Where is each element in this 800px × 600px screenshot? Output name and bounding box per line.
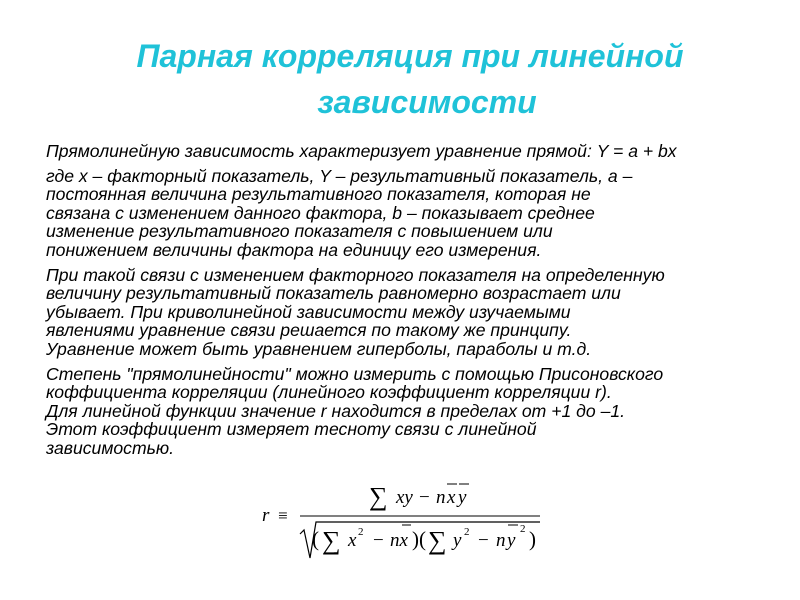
text-line: Этот коэффициент измеряет тесноту связи с линейной — [46, 419, 537, 440]
numerator-x-mean: x — [447, 487, 456, 508]
text-line: явлениями уравнение связи решается по такому же принципу. — [46, 320, 572, 341]
denominator-y: y — [453, 530, 462, 551]
text-line: понижением величины фактора на единицу его измерения. — [46, 239, 542, 260]
denominator-rparen-1: ) — [412, 527, 419, 551]
paragraph-definitions — [46, 167, 776, 260]
text-line: зависимостью. — [46, 437, 174, 458]
text-line: убывает. При криволинейной зависимости между изучаемыми — [46, 301, 571, 322]
denominator-y-mean-exponent: 2 — [520, 523, 526, 535]
denominator-y-exponent: 2 — [464, 526, 470, 538]
denominator-sum-sign-1: ∑ — [322, 526, 341, 555]
text-line: изменение результативного показателя с повышением или — [46, 221, 553, 242]
text-line: где x – факторный показатель, Y – результативный показатель, a – — [46, 165, 633, 186]
formula-lhs: r — [262, 505, 270, 526]
correlation-formula — [256, 474, 556, 564]
body-text — [46, 142, 776, 464]
text-line: Прямолинейную зависимость характеризует уравнение прямой: Y = a + bx — [46, 141, 677, 161]
text-line: Уравнение может быть уравнением гиперболы, параболы и т.д. — [46, 338, 592, 359]
slide-title — [60, 33, 760, 125]
paragraph-equation — [46, 142, 776, 161]
denominator-lparen-2: ( — [419, 527, 426, 551]
paragraph-relationship — [46, 266, 776, 359]
numerator-y-mean: y — [458, 487, 467, 508]
paragraph-correlation — [46, 365, 776, 458]
text-line: связана с изменением данного фактора, b – показывает среднее — [46, 202, 595, 223]
title-line-2: зависимости — [317, 84, 537, 120]
denominator-minus-2: − — [478, 530, 489, 551]
formula-equiv: ≡ — [278, 506, 288, 525]
text-line: постоянная величина результативного показателя, которая не — [46, 184, 591, 205]
numerator-n: n — [436, 487, 446, 508]
text-line: коффициента корреляции (линейного коэффициент корреляции r). — [46, 382, 612, 403]
numerator-xy: xy — [396, 487, 413, 508]
text-line: Для линейной функции значение r находится в пределах от +1 до –1. — [46, 400, 626, 421]
title-line-1: Парная корреляция при линейной — [136, 38, 684, 74]
denominator-x: x — [348, 530, 357, 551]
text-line: При такой связи с изменением факторного показателя на определенную — [46, 264, 665, 285]
numerator-minus: − — [419, 487, 430, 508]
denominator-sum-sign-2: ∑ — [428, 526, 447, 555]
numerator-sum-sign: ∑ — [369, 482, 388, 511]
text-line: Степень "прямолинейности" можно измерить с помощью Присоновского — [46, 363, 664, 384]
denominator-n: n — [496, 530, 506, 551]
denominator-x-exponent: 2 — [358, 526, 364, 538]
denominator-nx: nx — [390, 530, 408, 551]
denominator-lparen-1: ( — [312, 527, 319, 551]
denominator-minus-1: − — [373, 530, 384, 551]
denominator-y-mean: y — [507, 530, 516, 551]
text-line: величину результативный показатель равномерно возрастает или — [46, 283, 621, 304]
denominator-rparen-2: ) — [529, 527, 536, 551]
